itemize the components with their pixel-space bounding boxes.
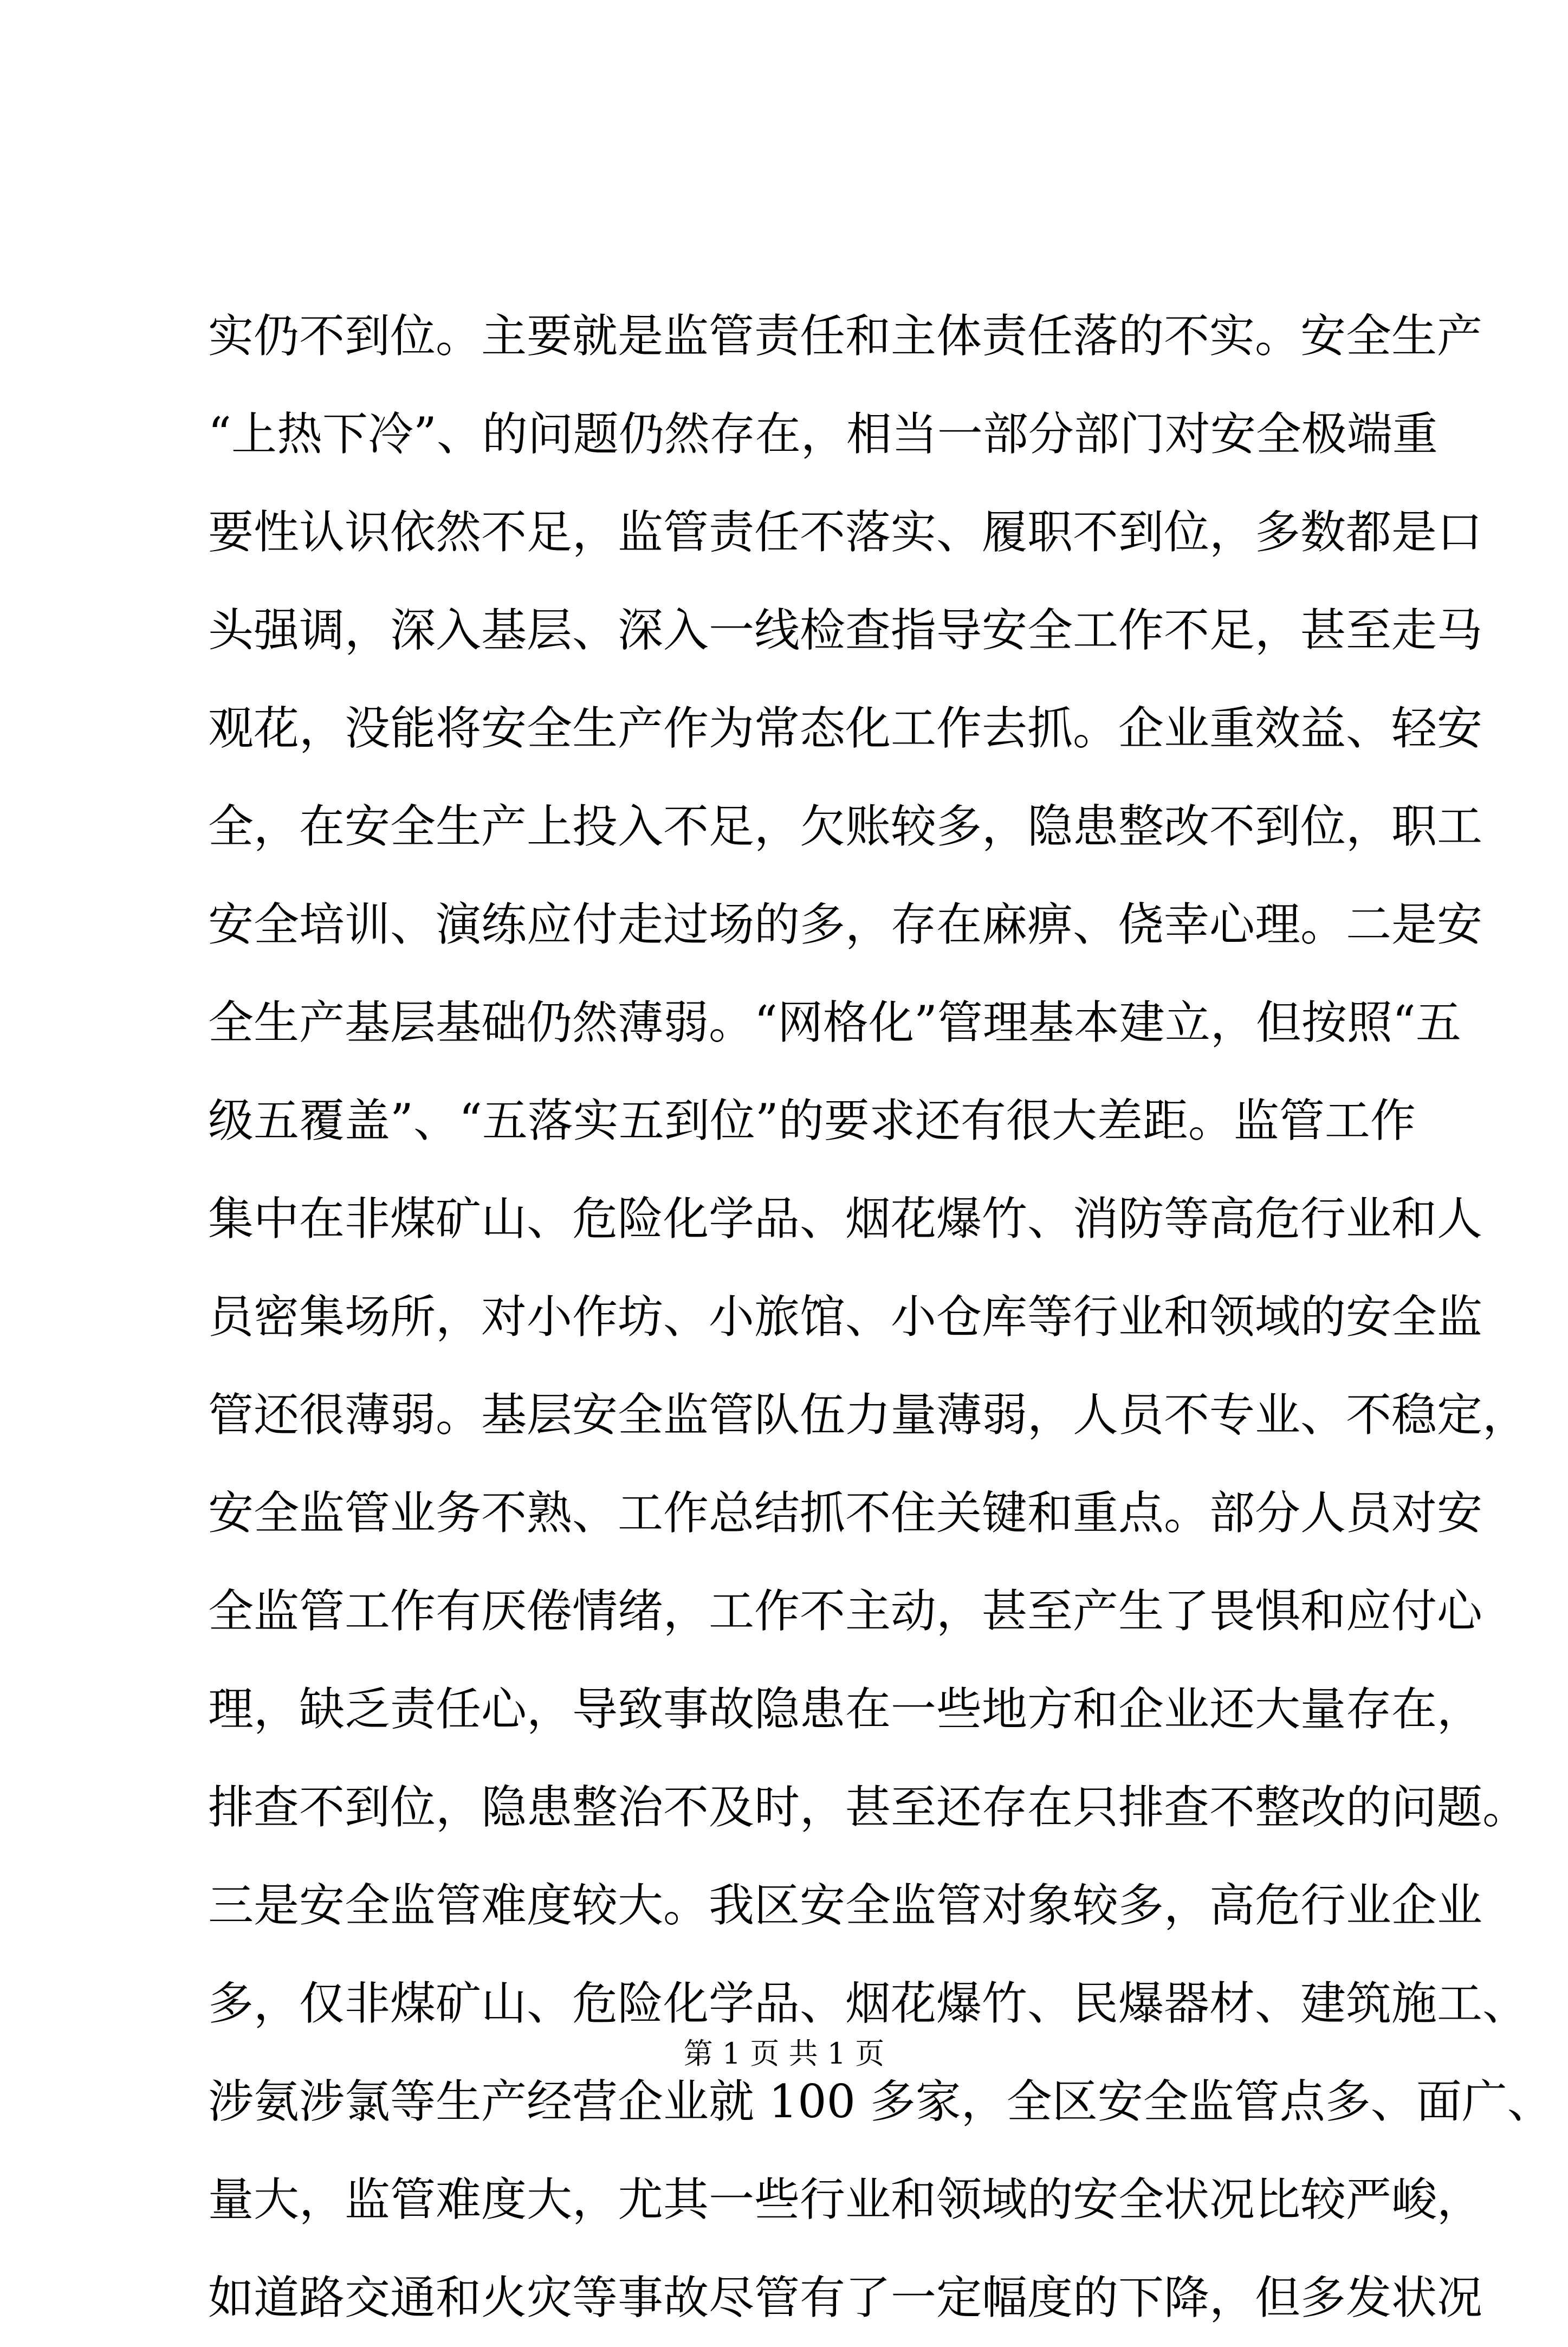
text-line: 全生产基层基础仍然薄弱。“网格化”管理基本建立，但按照“五 bbox=[208, 996, 1461, 1049]
text-line: 观花，没能将安全生产作为常态化工作去抓。企业重效益、轻安 bbox=[208, 702, 1483, 755]
text-line: 安全监管业务不熟、工作总结抓不住关键和重点。部分人员对安 bbox=[208, 1486, 1483, 1540]
text-line: 员密集场所，对小作坊、小旅馆、小仓库等行业和领域的安全监 bbox=[208, 1290, 1483, 1343]
text-line: 全，在安全生产上投入不足，欠账较多，隐患整改不到位，职工 bbox=[208, 800, 1483, 853]
text-line: 理，缺乏责任心，导致事故隐患在一些地方和企业还大量存在， bbox=[208, 1683, 1483, 1736]
text-line: 全监管工作有厌倦情绪，工作不主动，甚至产生了畏惧和应付心 bbox=[208, 1585, 1483, 1638]
text-line: 级五覆盖”、“五落实五到位”的要求还有很大差距。监管工作 bbox=[208, 1094, 1416, 1147]
text-line: 集中在非煤矿山、危险化学品、烟花爆竹、消防等高危行业和人 bbox=[208, 1192, 1483, 1245]
text-line: “上热下冷”、的问题仍然存在，相当一部分部门对安全极端重 bbox=[208, 408, 1438, 461]
text-line: 安全培训、演练应付走过场的多，存在麻痹、侥幸心理。二是安 bbox=[208, 898, 1483, 951]
text-line: 涉氨涉氯等生产经营企业就 100 多家，全区安全监管点多、面广、 bbox=[208, 2075, 1553, 2128]
text-line: 多，仅非煤矿山、危险化学品、烟花爆竹、民爆器材、建筑施工、 bbox=[208, 1977, 1528, 2030]
text-line: 量大，监管难度大，尤其一些行业和领域的安全状况比较严峻， bbox=[208, 2173, 1483, 2226]
text-line: 实仍不到位。主要就是监管责任和主体责任落的不实。安全生产 bbox=[208, 309, 1483, 363]
text-line: 如道路交通和火灾等事故尽管有了一定幅度的下降，但多发状况 bbox=[208, 2271, 1483, 2324]
text-line: 要性认识依然不足，监管责任不落实、履职不到位，多数都是口 bbox=[208, 506, 1483, 559]
page-footer bbox=[0, 2035, 1568, 2073]
text-line: 管还很薄弱。基层安全监管队伍力量薄弱，人员不专业、不稳定， bbox=[208, 1388, 1528, 1441]
text-line: 头强调，深入基层、深入一线检查指导安全工作不足，甚至走马 bbox=[208, 604, 1483, 657]
text-line: 三是安全监管难度较大。我区安全监管对象较多，高危行业企业 bbox=[208, 1879, 1483, 1932]
page-number-label: 第 1 页 共 1 页 bbox=[683, 2036, 885, 2071]
text-line: 排查不到位，隐患整治不及时，甚至还存在只排查不整改的问题。 bbox=[208, 1781, 1528, 1834]
